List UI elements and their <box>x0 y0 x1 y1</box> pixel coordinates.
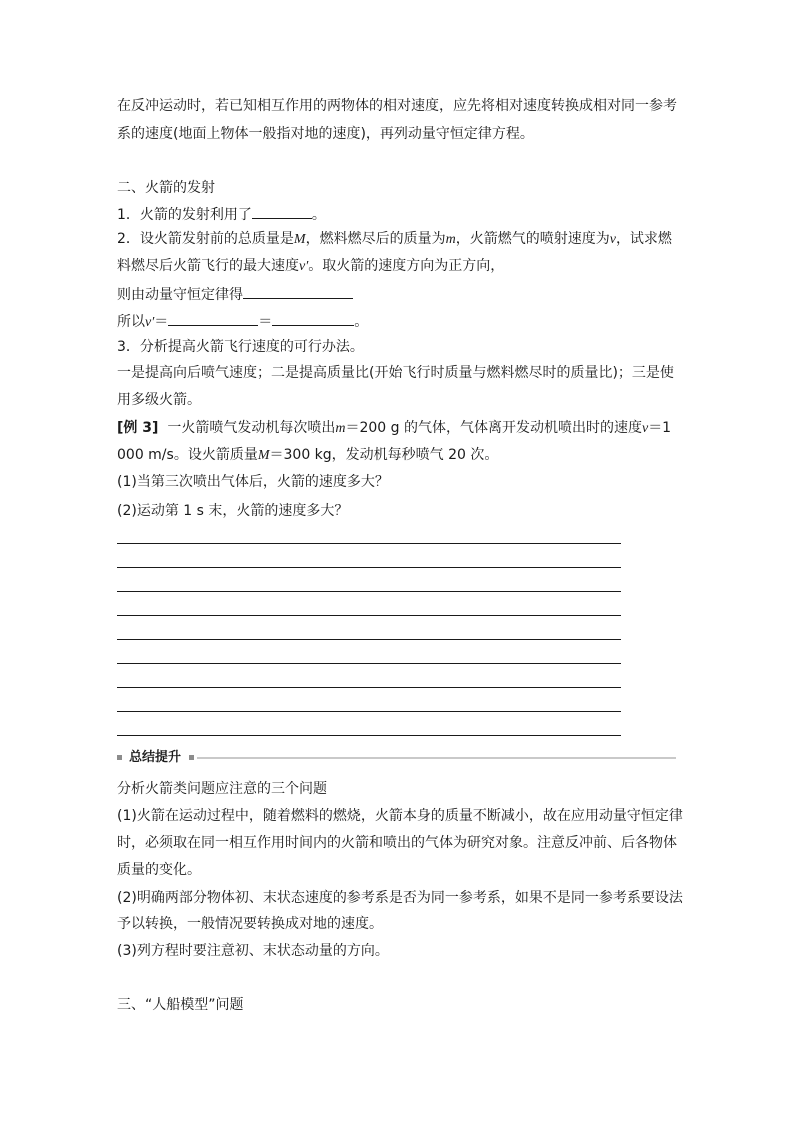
summary-point-1-line-1: (1)火箭在运动过程中，随着燃料的燃烧，火箭本身的质量不断减小，故在应用动量守恒定律 <box>117 808 683 824</box>
fill-blank[interactable] <box>252 204 312 219</box>
section-3-heading: 三、“人船模型”问题 <box>117 997 244 1013</box>
answer-line[interactable] <box>117 543 621 544</box>
rocket-item-2-line-4: 所以v′＝ ＝ 。 <box>117 311 368 332</box>
rocket-item-1: 1．火箭的发射利用了 。 <box>117 204 326 224</box>
summary-point-2-line-2: 予以转换，一般情况要转换成对地的速度。 <box>117 916 383 932</box>
example-3-question-2: (2)运动第 1 s 末，火箭的速度多大？ <box>117 503 349 519</box>
answer-line[interactable] <box>117 591 621 592</box>
answer-line[interactable] <box>117 639 621 640</box>
intro-line-2: 系的速度(地面上物体一般指对地的速度)，再列动量守恒定律方程。 <box>117 126 534 142</box>
example-3-question-1: (1)当第三次喷出气体后，火箭的速度多大？ <box>117 474 389 490</box>
example-3-line-2: 000 m/s。设火箭质量M＝300 kg，发动机每秒喷气 20 次。 <box>117 447 499 463</box>
answer-line[interactable] <box>117 687 621 688</box>
answer-line[interactable] <box>117 663 621 664</box>
fill-blank[interactable] <box>168 311 258 326</box>
example-3-line-1: [例 3] 一火箭喷气发动机每次喷出m＝200 g 的气体，气体离开发动机喷出时的速度v＝1 <box>117 420 672 436</box>
summary-point-1-line-3: 质量的变化。 <box>117 862 201 878</box>
rocket-item-2-line-1: 2．设火箭发射前的总质量是M，燃料燃尽后的质量为m，火箭燃气的喷射速度为v，试求燃 <box>117 231 672 247</box>
summary-point-2-line-1: (2)明确两部分物体初、末状态速度的参考系是否为同一参考系，如果不是同一参考系要设法 <box>117 890 683 906</box>
section-2-heading: 二、火箭的发射 <box>117 180 215 196</box>
rocket-item-3: 3．分析提高火箭飞行速度的可行办法。 <box>117 339 364 355</box>
square-bullet-icon <box>189 755 194 760</box>
square-bullet-icon <box>117 755 122 760</box>
rocket-item-3-answer-line-1: 一是提高向后喷气速度；二是提高质量比(开始飞行时质量与燃料燃尽时的质量比)；三是使 <box>117 365 674 381</box>
answer-line[interactable] <box>117 615 621 616</box>
rocket-item-2-line-2: 料燃尽后火箭飞行的最大速度v′。取火箭的速度方向为正方向， <box>117 258 505 274</box>
example-tag: [例 3] <box>117 420 159 436</box>
summary-point-3: (3)列方程时要注意初、末状态动量的方向。 <box>117 943 389 959</box>
intro-line-1: 在反冲运动时，若已知相互作用的两物体的相对速度，应先将相对速度转换成相对同一参考 <box>117 98 677 114</box>
answer-line[interactable] <box>117 735 621 736</box>
summary-point-1-line-2: 时，必须取在同一相互作用时间内的火箭和喷出的气体为研究对象。注意反冲前、后各物体 <box>117 835 677 851</box>
summary-divider <box>197 757 676 759</box>
summary-intro: 分析火箭类问题应注意的三个问题 <box>117 781 327 797</box>
answer-line[interactable] <box>117 711 621 712</box>
rocket-item-2-line-3: 则由动量守恒定律得 <box>117 284 353 304</box>
summary-header <box>117 749 677 767</box>
summary-title: 总结提升 <box>129 750 182 765</box>
fill-blank[interactable] <box>243 284 353 299</box>
rocket-item-3-answer-line-2: 用多级火箭。 <box>117 392 201 408</box>
answer-line[interactable] <box>117 567 621 568</box>
fill-blank[interactable] <box>272 311 354 326</box>
